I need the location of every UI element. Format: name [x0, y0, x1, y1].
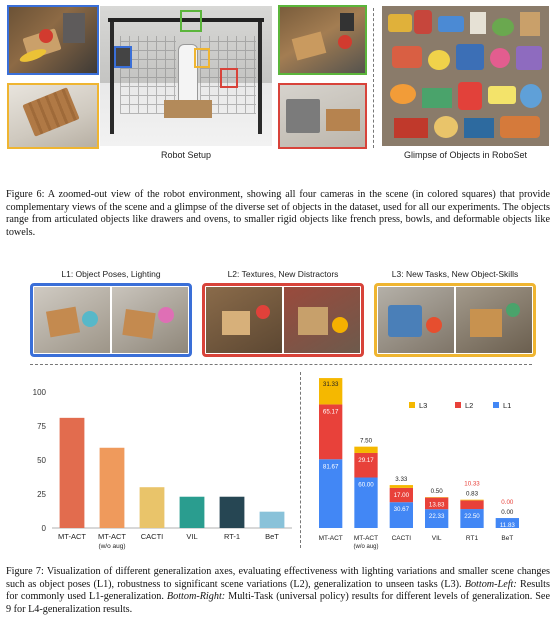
camera-view-bottom-left: [7, 83, 99, 149]
camera-view-top-left: [7, 5, 99, 75]
panel-l3: [374, 283, 536, 357]
stack-segment: [460, 500, 483, 501]
data-label: 22.50: [464, 513, 480, 521]
fig7-caption: [6, 566, 550, 616]
fig7-vdivider: [300, 372, 301, 548]
x-tick-label: VIL: [186, 532, 198, 541]
data-label: 17.00: [393, 491, 410, 499]
robot-setup-label: Robot Setup: [160, 150, 212, 160]
x-tick-label: (w/o aug): [98, 543, 126, 550]
data-label: 0.00: [501, 509, 514, 517]
objects-label: Glimpse of Objects in RoboSet: [403, 150, 528, 160]
y-tick-label: 100: [32, 388, 46, 397]
bar: [60, 418, 85, 528]
fig6-divider: [373, 8, 374, 148]
x-tick-label: CACTI: [140, 532, 164, 541]
fig7-caption-label: Figure 7:: [6, 566, 44, 577]
y-tick-label: 0: [41, 524, 46, 533]
x-tick-label: MT-ACT: [58, 532, 86, 541]
data-label: 13.83: [428, 501, 445, 509]
y-tick-label: 75: [37, 422, 46, 431]
data-label: 7.50: [359, 437, 373, 445]
multitask-chart: [305, 372, 555, 556]
legend-swatch: [493, 402, 499, 408]
fig7-caption-b: Bottom-Left:: [464, 578, 517, 590]
l1-chart: [0, 380, 300, 560]
data-label: 81.67: [322, 463, 339, 471]
bar: [180, 497, 205, 528]
fig7-caption-d: Bottom-Right:: [166, 591, 226, 603]
data-label: 3.33: [395, 476, 408, 484]
camera-view-bottom-right: [278, 83, 367, 149]
panel-l2: [202, 283, 364, 357]
data-label: 22.33: [428, 513, 445, 521]
stack-segment: [390, 485, 413, 488]
x-tick-label: MT-ACT: [98, 532, 126, 541]
stack-segment: [354, 447, 377, 453]
data-label: 0.83: [465, 490, 479, 498]
x-tick-label: MT-ACT: [353, 535, 379, 542]
panel-l1: [30, 283, 192, 357]
data-label: 0.50: [430, 488, 443, 496]
x-tick-label: BeT: [265, 532, 279, 541]
data-label: 30.67: [393, 506, 410, 514]
x-tick-label: (w/o aug): [353, 544, 379, 550]
panel-l3-label: L3: New Tasks, New Object-Skills: [391, 269, 519, 279]
data-label: 65.17: [322, 408, 339, 416]
objects-photo: [382, 6, 549, 146]
bar: [140, 487, 165, 528]
y-tick-label: 50: [37, 456, 46, 465]
x-tick-label: RT-1: [223, 532, 241, 541]
stack-segment: [460, 500, 483, 509]
panel-l1-label: L1: Object Poses, Lighting: [61, 269, 161, 279]
fig7-caption-c: Results for commonly used L1-generalization.: [6, 578, 550, 603]
data-label: 0.00: [501, 499, 514, 507]
robot-setup-photo: [100, 6, 272, 146]
x-tick-label: MT-ACT: [318, 535, 343, 542]
camera-view-top-right: [278, 5, 367, 75]
data-label: 60.00: [358, 481, 374, 489]
panel-l2-label: L2: Textures, New Distractors: [227, 269, 339, 279]
data-label: 11.83: [499, 522, 515, 530]
data-label: 31.33: [322, 381, 339, 389]
fig7-caption-a: Visualization of different generalization axes, evaluating effectiveness with lighting variations and smaller scene changes such as object poses (L1), robustness to significant scene variations (L2), generalization to unseen tasks (L3).: [6, 566, 550, 590]
fig6-caption: Figure 6: A zoomed-out view of the robot environment, showing all four cameras in the scene (in colored squares) that provide complementary views of the scene and a glimpse of the diverse set of objects in the dataset, used for all our experiments. The objects range from articulated objects like drawers and ovens, to smaller rigid objects like french press, bowls, and deformable objects like towels.: [6, 189, 550, 238]
bar: [100, 448, 125, 528]
x-tick-label: VIL: [431, 535, 442, 542]
legend-swatch: [455, 402, 461, 408]
data-label: 29.17: [358, 456, 374, 464]
bar: [260, 512, 285, 528]
bar: [220, 497, 245, 528]
x-tick-label: BeT: [501, 535, 514, 542]
x-tick-label: RT1: [465, 535, 479, 542]
legend-label: L3: [419, 401, 428, 410]
legend-label: L1: [503, 401, 512, 410]
legend-swatch: [409, 402, 415, 408]
fig7-hdivider: [30, 364, 532, 365]
fig7-caption-e: Multi-Task (universal policy) results for different levels of generalization. See 9 for L4-generalization results.: [6, 591, 550, 615]
x-tick-label: CACTI: [391, 535, 412, 542]
y-tick-label: 25: [37, 490, 46, 499]
data-label: 10.33: [464, 480, 480, 488]
legend-label: L2: [465, 401, 474, 410]
